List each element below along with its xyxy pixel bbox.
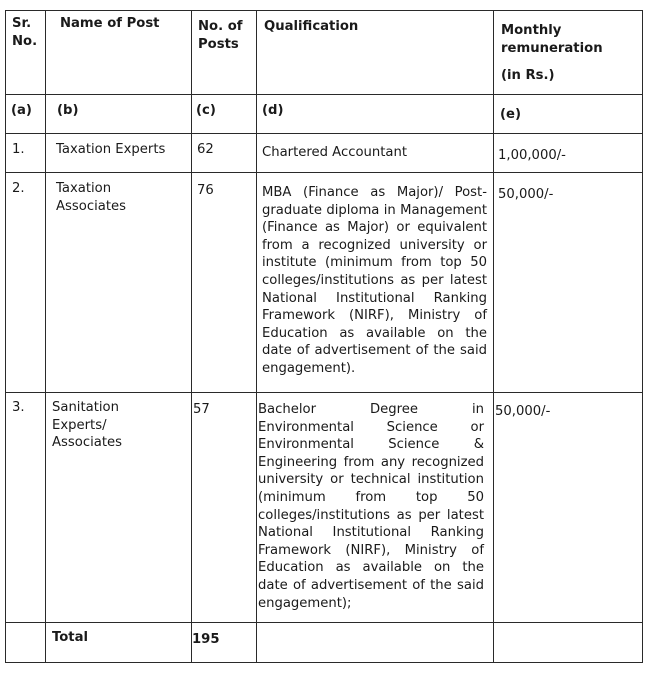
header-name-of-post: Name of Post: [60, 16, 160, 31]
row-2-count: 76: [197, 183, 214, 198]
column-code-a: (a): [11, 103, 32, 118]
table-border-top: [5, 10, 643, 11]
row-divider-2: [5, 392, 643, 393]
column-divider-3: [256, 10, 257, 663]
row-divider-codes: [5, 133, 643, 134]
column-code-d: (d): [262, 103, 284, 118]
row-3-post: Sanitation Experts/ Associates: [52, 400, 122, 451]
column-divider-4: [493, 10, 494, 663]
row-2-sr: 2.: [12, 181, 25, 196]
column-divider-1: [45, 10, 46, 663]
row-1-post: Taxation Experts: [56, 142, 166, 157]
column-code-b: (b): [57, 103, 79, 118]
column-divider-2: [191, 10, 192, 663]
row-3-qualification: Bachelor Degree in Environmental Science or Environmental Science & Engineering from any recognized university or technical institution (minimum from top 50 colleges/institutions as per latest National Institutional Ranking Framework (NIRF), Ministry of Education as available on the date of advertisement of the said engagement);: [258, 402, 484, 611]
row-3-count: 57: [193, 402, 210, 417]
row-1-remuneration: 1,00,000/-: [498, 148, 566, 163]
row-divider-header: [5, 94, 643, 95]
row-2-remuneration: 50,000/-: [498, 187, 554, 202]
row-divider-1: [5, 172, 643, 173]
table-border-right: [642, 10, 643, 663]
column-code-e: (e): [500, 107, 521, 122]
table-border-bottom: [5, 662, 643, 663]
row-1-count: 62: [197, 142, 214, 157]
row-1-qualification: Chartered Accountant: [262, 145, 408, 160]
header-monthly-remuneration: Monthly remuneration: [501, 23, 603, 56]
row-divider-3: [5, 622, 643, 623]
row-3-remuneration: 50,000/-: [495, 404, 551, 419]
table-border-left: [5, 10, 6, 663]
column-code-c: (c): [196, 103, 216, 118]
row-2-qualification: MBA (Finance as Major)/ Post- graduate diploma in Management (Finance as Major) or equivalent from a recognized university or institute (minimum from top 50 colleges/institutions as per latest National Institutional Ranking Framework (NIRF), Ministry of Education as available on the date of advertisement of the said engagement).: [262, 185, 487, 376]
header-qualification: Qualification: [264, 19, 359, 34]
total-count: 195: [192, 632, 220, 647]
row-1-sr: 1.: [12, 142, 25, 157]
header-sr-no: Sr. No.: [12, 16, 38, 49]
total-label: Total: [52, 630, 89, 645]
row-3-sr: 3.: [12, 400, 25, 415]
row-2-post: Taxation Associates: [56, 181, 126, 214]
header-no-of-posts: No. of Posts: [198, 19, 243, 52]
header-currency-note: (in Rs.): [501, 68, 555, 83]
